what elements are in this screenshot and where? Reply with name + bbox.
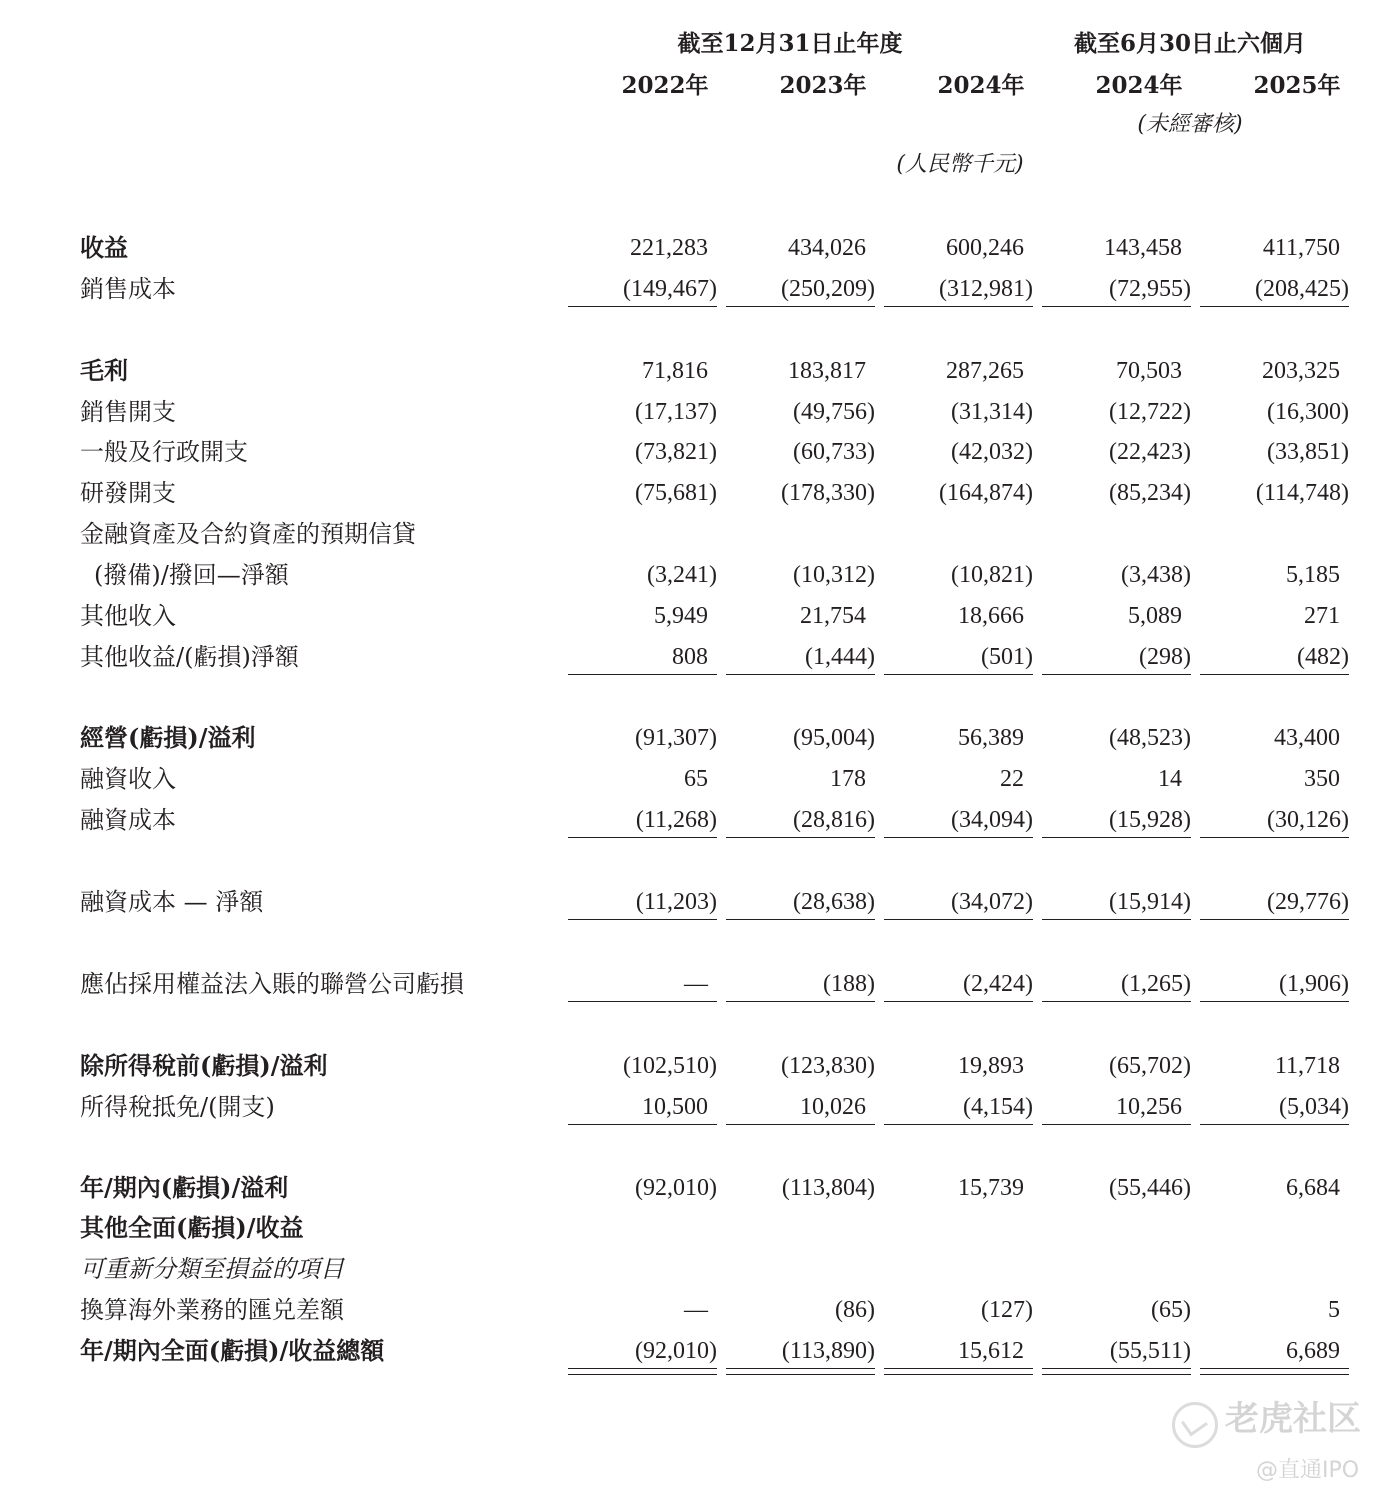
cell-value: 70,503: [1116, 358, 1182, 384]
row-label: 換算海外業務的匯兑差額: [80, 1296, 344, 1324]
cell-value: 10,500: [642, 1094, 708, 1120]
cell-value: (2,424): [963, 971, 1033, 997]
cell-value: 411,750: [1262, 235, 1340, 261]
double-underline: [1042, 1368, 1191, 1369]
row-label: 收益: [80, 233, 128, 262]
year-header: 2024年: [937, 72, 1025, 99]
single-underline: [568, 919, 717, 920]
single-underline: [1200, 1124, 1349, 1125]
cell-value: (34,072): [951, 889, 1033, 915]
cell-value: (28,638): [793, 889, 875, 915]
cell-value: 287,265: [946, 358, 1024, 384]
cell-value: 10,026: [800, 1094, 866, 1120]
double-underline: [568, 1374, 717, 1375]
double-underline: [1200, 1368, 1349, 1369]
cell-value: (42,032): [951, 439, 1033, 465]
single-underline: [568, 1124, 717, 1125]
row-label: 金融資產及合約資產的預期信貸: [80, 520, 416, 548]
single-underline: [884, 919, 1033, 920]
row-label: 融資成本 — 淨額: [80, 888, 264, 916]
cell-value: 350: [1304, 766, 1340, 792]
tiger-logo-icon: [1172, 1402, 1218, 1448]
cell-value: (3,241): [647, 562, 717, 588]
row-label: 融資成本: [80, 806, 176, 834]
single-underline: [1200, 306, 1349, 307]
header-group-six-months: 截至6月30日止六個月: [1073, 30, 1306, 57]
cell-value: (73,821): [635, 439, 717, 465]
cell-value: 11,718: [1274, 1053, 1340, 1079]
cell-value: (29,776): [1267, 889, 1349, 915]
cell-value: 183,817: [788, 358, 866, 384]
row-label: 銷售成本: [80, 275, 176, 303]
single-underline: [1042, 674, 1191, 675]
single-underline: [1042, 919, 1191, 920]
single-underline: [1042, 837, 1191, 838]
single-underline: [1042, 1001, 1191, 1002]
cell-value: (1,906): [1279, 971, 1349, 997]
cell-value: 56,389: [958, 725, 1024, 751]
cell-value: (250,209): [781, 276, 875, 302]
cell-value: 221,283: [630, 235, 708, 261]
cell-value: (86): [835, 1297, 875, 1323]
cell-value: (178,330): [781, 480, 875, 506]
row-label: 研發開支: [80, 479, 176, 507]
cell-value: (65,702): [1109, 1053, 1191, 1079]
double-underline: [1200, 1374, 1349, 1375]
cell-value: 178: [830, 766, 866, 792]
single-underline: [884, 306, 1033, 307]
cell-value: (298): [1139, 644, 1191, 670]
double-underline: [726, 1374, 875, 1375]
cell-value: 15,612: [958, 1338, 1024, 1364]
cell-value: 18,666: [958, 603, 1024, 629]
single-underline: [1042, 306, 1191, 307]
cell-value: 5,949: [654, 603, 708, 629]
cell-value: (48,523): [1109, 725, 1191, 751]
cell-value: (127): [981, 1297, 1033, 1323]
row-label: 毛利: [80, 356, 128, 385]
cell-value: (33,851): [1267, 439, 1349, 465]
cell-value: (482): [1297, 644, 1349, 670]
watermark-handle: @直通IPO: [1256, 1458, 1360, 1483]
cell-value: (17,137): [635, 399, 717, 425]
double-underline: [884, 1368, 1033, 1369]
cell-value: (95,004): [793, 725, 875, 751]
row-label: 經營(虧損)/溢利: [80, 723, 256, 752]
single-underline: [1200, 1001, 1349, 1002]
cell-value: (5,034): [1279, 1094, 1349, 1120]
cell-value: 271: [1304, 603, 1340, 629]
cell-value: (65): [1151, 1297, 1191, 1323]
row-label: 其他收入: [80, 602, 176, 630]
double-underline: [726, 1368, 875, 1369]
year-header: 2024年: [1095, 72, 1183, 99]
cell-value: 10,256: [1116, 1094, 1182, 1120]
year-header: 2022年: [621, 72, 709, 99]
cell-value: (10,312): [793, 562, 875, 588]
single-underline: [568, 837, 717, 838]
single-underline: [884, 1124, 1033, 1125]
cell-value: (34,094): [951, 807, 1033, 833]
cell-value: (12,722): [1109, 399, 1191, 425]
cell-value: 434,026: [788, 235, 866, 261]
cell-value: 600,246: [946, 235, 1024, 261]
year-header: 2025年: [1253, 72, 1341, 99]
unaudited-note: (未經審核): [1137, 112, 1243, 137]
single-underline: [1200, 919, 1349, 920]
cell-value: 143,458: [1104, 235, 1182, 261]
cell-value: 71,816: [642, 358, 708, 384]
single-underline: [726, 1124, 875, 1125]
cell-value: (92,010): [635, 1338, 717, 1364]
cell-value: (75,681): [635, 480, 717, 506]
cell-value: 22: [1000, 766, 1024, 792]
row-label: 年/期內(虧損)/溢利: [80, 1173, 289, 1202]
single-underline: [884, 1001, 1033, 1002]
cell-value: (113,804): [781, 1175, 875, 1201]
cell-value: (15,928): [1109, 807, 1191, 833]
cell-value: (28,816): [793, 807, 875, 833]
cell-value: (1,444): [805, 644, 875, 670]
cell-value: (123,830): [781, 1053, 875, 1079]
cell-value: 203,325: [1262, 358, 1340, 384]
single-underline: [568, 1001, 717, 1002]
cell-value: 5: [1328, 1297, 1340, 1323]
cell-value: 5,185: [1286, 562, 1340, 588]
row-label: 其他全面(虧損)/收益: [80, 1213, 304, 1242]
row-label: 可重新分類至損益的項目: [80, 1255, 344, 1283]
cell-value: (208,425): [1255, 276, 1349, 302]
cell-value: 14: [1158, 766, 1182, 792]
cell-value: (149,467): [623, 276, 717, 302]
cell-value: (16,300): [1267, 399, 1349, 425]
single-underline: [726, 1001, 875, 1002]
cell-value: (11,203): [635, 889, 717, 915]
row-label: 一般及行政開支: [80, 438, 248, 466]
cell-value: (113,890): [781, 1338, 875, 1364]
row-label: 融資收入: [80, 765, 176, 793]
cell-value: 19,893: [958, 1053, 1024, 1079]
cell-value: (3,438): [1121, 562, 1191, 588]
cell-value: (15,914): [1109, 889, 1191, 915]
cell-value: (92,010): [635, 1175, 717, 1201]
double-underline: [1042, 1374, 1191, 1375]
single-underline: [568, 306, 717, 307]
row-label: 應佔採用權益法入賬的聯營公司虧損: [80, 970, 464, 998]
cell-value: 15,739: [958, 1175, 1024, 1201]
row-label: 除所得稅前(虧損)/溢利: [80, 1051, 328, 1080]
row-label: 銷售開支: [80, 398, 176, 426]
double-underline: [884, 1374, 1033, 1375]
cell-value: (102,510): [623, 1053, 717, 1079]
cell-value: —: [684, 971, 708, 997]
cell-value: (22,423): [1109, 439, 1191, 465]
cell-value: (1,265): [1121, 971, 1191, 997]
single-underline: [568, 674, 717, 675]
single-underline: [884, 837, 1033, 838]
single-underline: [726, 919, 875, 920]
cell-value: (188): [823, 971, 875, 997]
cell-value: (49,756): [793, 399, 875, 425]
cell-value: 43,400: [1274, 725, 1340, 751]
cell-value: (55,511): [1109, 1338, 1191, 1364]
single-underline: [726, 837, 875, 838]
cell-value: 21,754: [800, 603, 866, 629]
cell-value: 65: [684, 766, 708, 792]
currency-unit-note: (人民幣千元): [896, 152, 1024, 177]
cell-value: (60,733): [793, 439, 875, 465]
single-underline: [1200, 837, 1349, 838]
cell-value: 6,689: [1286, 1338, 1340, 1364]
cell-value: (10,821): [951, 562, 1033, 588]
single-underline: [1042, 1124, 1191, 1125]
cell-value: (85,234): [1109, 480, 1191, 506]
cell-value: (31,314): [951, 399, 1033, 425]
cell-value: (30,126): [1267, 807, 1349, 833]
cell-value: (91,307): [635, 725, 717, 751]
year-header: 2023年: [779, 72, 867, 99]
single-underline: [726, 674, 875, 675]
cell-value: 5,089: [1128, 603, 1182, 629]
double-underline: [568, 1368, 717, 1369]
cell-value: (312,981): [939, 276, 1033, 302]
cell-value: (164,874): [939, 480, 1033, 506]
cell-value: (11,268): [635, 807, 717, 833]
row-label: 年/期內全面(虧損)/收益總額: [80, 1336, 385, 1365]
cell-value: (501): [981, 644, 1033, 670]
cell-value: (4,154): [963, 1094, 1033, 1120]
row-label: (撥備)/撥回—淨額: [94, 561, 289, 589]
cell-value: (55,446): [1109, 1175, 1191, 1201]
cell-value: (114,748): [1255, 480, 1349, 506]
cell-value: 6,684: [1286, 1175, 1340, 1201]
header-group-fiscal-year: 截至12月31日止年度: [677, 30, 903, 57]
single-underline: [884, 674, 1033, 675]
single-underline: [1200, 674, 1349, 675]
watermark-brand: 老虎社区: [1225, 1399, 1361, 1439]
cell-value: (72,955): [1109, 276, 1191, 302]
cell-value: 808: [672, 644, 708, 670]
single-underline: [726, 306, 875, 307]
cell-value: —: [684, 1297, 708, 1323]
row-label: 所得稅抵免/(開支): [80, 1093, 275, 1121]
row-label: 其他收益/(虧損)淨額: [80, 643, 299, 671]
